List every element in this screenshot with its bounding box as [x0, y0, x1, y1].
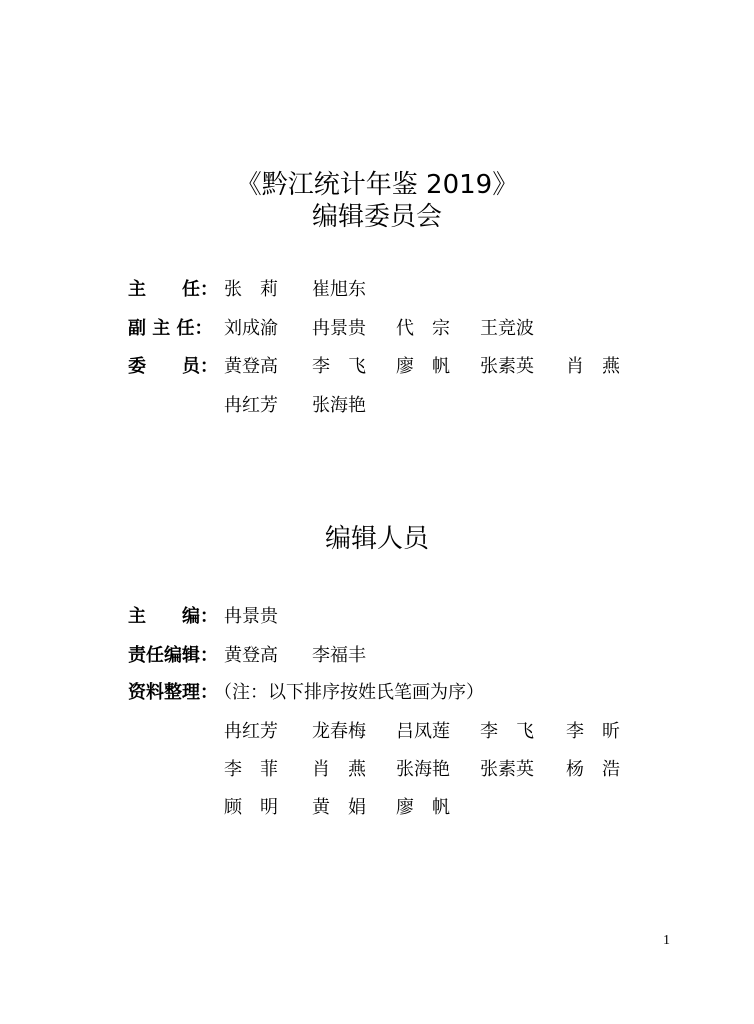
- person-name: 张素英: [480, 759, 534, 780]
- row-label: 主 编：: [128, 606, 218, 627]
- person-name: 冉红芳: [224, 721, 278, 742]
- person-name: 李 昕: [566, 721, 620, 742]
- person-name: 黄登高: [224, 645, 278, 666]
- editors-heading: 编辑人员: [324, 524, 429, 554]
- person-name: 冉红芳: [224, 395, 278, 416]
- row-label: 资料整理：: [128, 682, 218, 703]
- person-name: 冉景贵: [312, 318, 366, 339]
- row-label: 主 任：: [128, 279, 218, 300]
- person-name: 吕凤莲: [396, 721, 450, 742]
- page-number: 1: [663, 933, 670, 948]
- person-name: 冉景贵: [224, 606, 278, 627]
- person-name: 张 莉: [224, 279, 278, 300]
- person-name: 刘成渝: [224, 318, 278, 339]
- person-name: 张海艳: [396, 759, 450, 780]
- row-label: 委 员：: [128, 356, 218, 377]
- person-name: 李 飞: [480, 721, 534, 742]
- row-label: 副 主 任：: [128, 318, 213, 339]
- person-name: 黄 娟: [312, 797, 366, 818]
- yearbook-title: 《黔江统计年鉴 2019》: [235, 170, 519, 200]
- person-name: 肖 燕: [312, 759, 366, 780]
- row-label: 责任编辑：: [128, 645, 218, 666]
- person-name: 龙春梅: [312, 721, 366, 742]
- person-name: 张海艳: [312, 395, 366, 416]
- ordering-note: （注：以下排序按姓氏笔画为序）: [214, 682, 484, 703]
- person-name: 代 宗: [396, 318, 450, 339]
- person-name: 黄登高: [224, 356, 278, 377]
- person-name: 杨 浩: [566, 759, 620, 780]
- person-name: 廖 帆: [396, 356, 450, 377]
- person-name: 李福丰: [312, 645, 366, 666]
- person-name: 廖 帆: [396, 797, 450, 818]
- person-name: 王竞波: [480, 318, 534, 339]
- person-name: 张素英: [480, 356, 534, 377]
- person-name: 李 菲: [224, 759, 278, 780]
- person-name: 李 飞: [312, 356, 366, 377]
- person-name: 肖 燕: [566, 356, 620, 377]
- person-name: 崔旭东: [312, 279, 366, 300]
- person-name: 顾 明: [224, 797, 278, 818]
- committee-heading: 编辑委员会: [311, 202, 442, 232]
